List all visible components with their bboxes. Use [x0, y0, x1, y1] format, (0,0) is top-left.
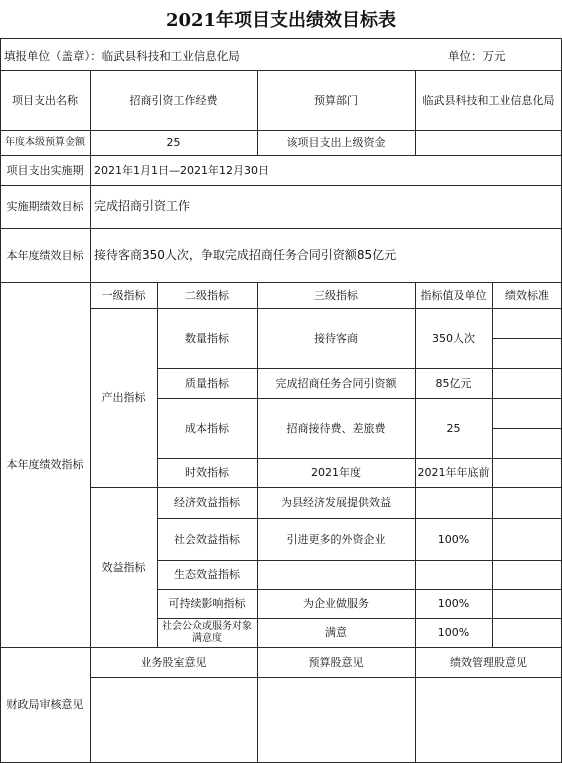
col-value: 指标值及单位 [420, 288, 487, 302]
superior-funds-label: 该项目支出上级资金 [286, 136, 386, 149]
indicators-section-label: 本年度绩效指标 [6, 458, 84, 471]
budget-value: 25 [166, 136, 181, 149]
currency-unit: 单位：万元 [448, 49, 506, 63]
dept-label: 预算部门 [314, 93, 358, 107]
superior-funds-value [415, 130, 562, 155]
row-l3: 引进更多的外资企业 [286, 532, 386, 546]
budget-opinion-label: 预算股意见 [308, 655, 364, 669]
row-value [415, 560, 492, 589]
col-level3: 三级指标 [314, 288, 358, 302]
business-opinion-field[interactable] [90, 677, 257, 762]
row-l2: 生态效益指标 [174, 568, 240, 581]
row-l3: 招商接待费、差旅费 [286, 421, 386, 435]
row-l3: 接待客商 [314, 331, 358, 345]
row-l2: 成本指标 [185, 421, 229, 435]
row-l2: 数量指标 [185, 331, 229, 345]
row-l3 [257, 560, 415, 589]
col-standard: 绩效标准 [505, 288, 549, 302]
reporting-unit: 填报单位（盖章）：临武县科技和工业信息化局 [4, 49, 240, 63]
row-l3: 完成招商任务合同引资额 [275, 376, 397, 390]
review-label: 财政局审核意见 [6, 698, 84, 711]
row-value: 350人次 [432, 331, 475, 345]
row-l2: 社会效益指标 [174, 532, 240, 546]
period-value: 2021年1月1日—2021年12月30日 [94, 163, 269, 177]
row-l2: 时效指标 [185, 466, 229, 479]
year-goal-label: 本年度绩效目标 [6, 248, 84, 262]
col-level1: 一级指标 [101, 288, 146, 302]
row-l3: 为企业做服务 [303, 597, 369, 610]
row-l2: 经济效益指标 [174, 496, 240, 509]
row-l3: 满意 [325, 626, 347, 639]
impl-goal-value: 完成招商引资工作 [94, 199, 191, 213]
row-l2: 可持续影响指标 [168, 597, 246, 610]
row-l3: 为县经济发展提供效益 [281, 496, 391, 509]
page-title: 2021年项目支出绩效目标表 [165, 10, 397, 31]
row-value: 100% [437, 597, 470, 610]
col-level2: 二级指标 [185, 288, 229, 302]
row-value: 100% [437, 626, 470, 639]
project-name-label: 项目支出名称 [12, 93, 78, 107]
row-value [415, 487, 492, 518]
performance-opinion-label: 绩效管理股意见 [450, 655, 527, 669]
business-opinion-label: 业务股室意见 [140, 655, 207, 669]
row-value: 100% [437, 532, 470, 546]
output-indicators-label: 产出指标 [101, 391, 146, 404]
row-value: 85亿元 [435, 376, 472, 390]
period-label: 项目支出实施期 [6, 163, 84, 177]
row-l2: 质量指标 [185, 376, 229, 390]
project-name-value: 招商引资工作经费 [129, 93, 218, 107]
budget-opinion-field[interactable] [257, 677, 415, 762]
row-l3: 2021年度 [311, 466, 361, 479]
row-value: 2021年年底前 [417, 466, 490, 479]
dept-value: 临武县科技和工业信息化局 [422, 93, 555, 107]
performance-opinion-field[interactable] [415, 677, 562, 762]
year-goal-value: 接待客商350人次，争取完成招商任务合同引资额85亿元 [94, 247, 397, 262]
benefit-indicators-label: 效益指标 [101, 560, 146, 574]
row-l2: 社会公众或服务对象满意度 [162, 620, 252, 644]
impl-goal-label: 实施期绩效目标 [6, 200, 84, 213]
row-value: 25 [446, 421, 461, 435]
budget-label: 年度本级预算金额 [5, 136, 85, 148]
